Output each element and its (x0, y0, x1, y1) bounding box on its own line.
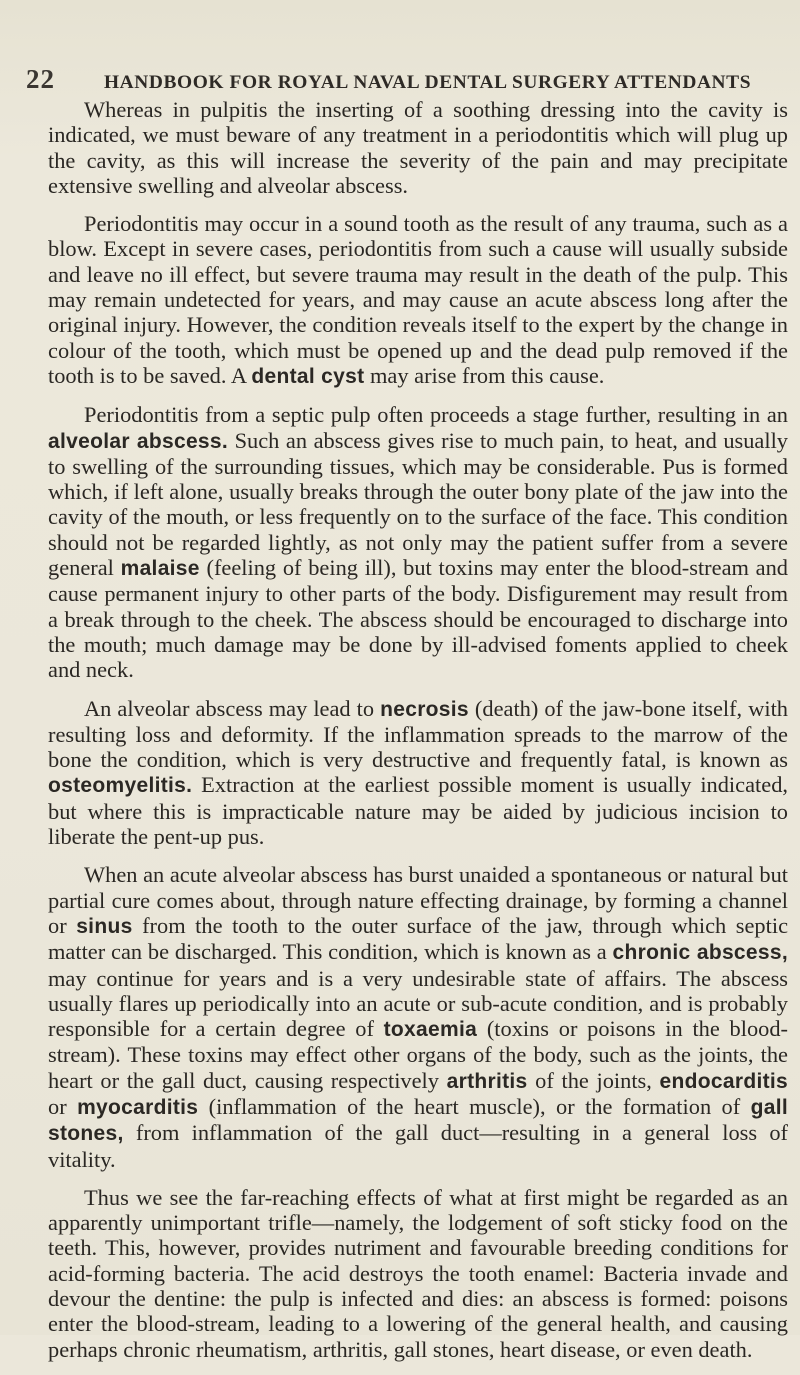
term-arthritis: arthritis (446, 1069, 528, 1093)
text-run: (inflammation of the heart muscle), or the formation of (198, 1093, 751, 1119)
paragraph-far-reaching-effects (48, 1185, 788, 1362)
paragraph-alveolar-abscess (48, 402, 788, 682)
running-head: HANDBOOK FOR ROYAL NAVAL DENTAL SURGERY ATTENDANTS (104, 72, 752, 93)
term-toxaemia: toxaemia (383, 1018, 478, 1042)
text-run: Thus we see the far-reaching effects of what at first might be regarded as an apparently unimportant trifle—namely, the lodgement of soft sticky food on the teeth. This, however, provides nutriment and favourable breeding conditions for acid-forming bacteria. The acid destroys the tooth enamel: Bacteria invade and devour the dentine: the pulp is infected and dies: an abscess is formed: poisons enter the blood-stream, leading to a lowering of the general health, and causing perhaps chronic rheumatism, arthritis, gall stones, heart disease, or even death. (48, 1184, 788, 1362)
term-chronic-abscess: chronic abscess, (612, 941, 788, 965)
term-myocarditis: myocarditis (77, 1095, 199, 1119)
paragraph-periodontitis-trauma (48, 211, 788, 389)
text-run: may continue for years and is a very undesirable state of affairs. The abscess usually flares up periodically into an acute or sub-acute condition, and is probably responsible for a certain degree of (48, 965, 788, 1042)
text-run: from inflammation of the gall duct—resulting in a general loss of vitality. (48, 1120, 788, 1172)
text-run: Whereas in pulpitis the inserting of a soothing dressing into the cavity is indicated, we must beware of any treatment in a periodontitis which will plug up the cavity, as this will increase the severity of the pain and may precipitate extensive swelling and alveolar abscess. (48, 97, 788, 198)
text-run: (feeling of being ill), but toxins may enter the blood-stream and cause permanent injury to other parts of the body. Disfigurement may result from a break through to the cheek. The abscess should be encouraged to discharge into the mouth; much damage may be done by ill-advised foments applied to cheek and neck. (48, 555, 788, 683)
text-run: An alveolar abscess may lead to (84, 695, 381, 721)
text-run: from the tooth to the outer surface of the jaw, through which septic matter can be discharged. This condition, which is known as a (48, 912, 789, 965)
page-number: 22 (26, 64, 55, 94)
page-header (26, 64, 786, 94)
text-run: of the joints, (527, 1067, 660, 1093)
text-run: Periodontitis from a septic pulp often proceeds a stage further, resulting in an (84, 402, 788, 428)
text-run: When an acute alveolar abscess has burst unaided a spontaneous or natural but partial cure comes about, through nature effecting drainage, by forming a channel or (48, 862, 788, 938)
term-sinus: sinus (76, 914, 133, 938)
term-malaise: malaise (120, 557, 200, 581)
term-alveolar-abscess: alveolar abscess. (48, 429, 229, 453)
paragraph-necrosis (48, 696, 788, 850)
text-run: Periodontitis may occur in a sound tooth as the result of any trauma, such as a blow. Except in severe cases, periodontitis from such a cause will usually subside and leave no ill effect, but severe trauma may result in the death of the pulp. This may remain undetected for years, and may cause an acute abscess long after the original injury. However, the condition reveals itself to the expert by the change in colour of the tooth, which must be opened up and the dead pulp removed if the tooth is to be saved. A (48, 211, 788, 388)
term-necrosis: necrosis (380, 697, 469, 721)
body-text (48, 97, 788, 1375)
paragraph-pulpitis-dressing (48, 97, 788, 198)
text-run: (toxins or poisons in the blood-stream). These toxins may effect other organs of the body, such as the joints, the heart or the gall duct, causing respectively (48, 1016, 788, 1093)
term-osteomyelitis: osteomyelitis. (48, 774, 193, 798)
text-run: (death) of the jaw-bone itself, with resulting loss and deformity. If the inflammation spreads to the marrow of the bone the condition, which is very destructive and frequently fatal, is known as (48, 695, 788, 773)
text-run: or (48, 1093, 78, 1119)
text-run: Extraction at the earliest possible moment is usually indicated, but where this is impracticable nature may be aided by judicious incision to liberate the pent-up pus. (48, 772, 788, 850)
term-dental-cyst: dental cyst (251, 364, 365, 388)
paragraph-chronic-abscess (48, 862, 788, 1172)
term-endocarditis: endocarditis (659, 1069, 788, 1093)
text-run: may arise from this cause. (364, 362, 605, 388)
text-run: Such an abscess gives rise to much pain, to heat, and usually to swelling of the surrounding tissues, which may be considerable. Pus is formed which, if left alone, usually breaks through the outer bony plate of the jaw into the cavity of the mouth, or less frequently on to the surface of the face. This condition should not be regarded lightly, as not only may the patient suffer from a severe general (48, 427, 789, 581)
term-gall-stones: gall stones, (48, 1095, 788, 1146)
